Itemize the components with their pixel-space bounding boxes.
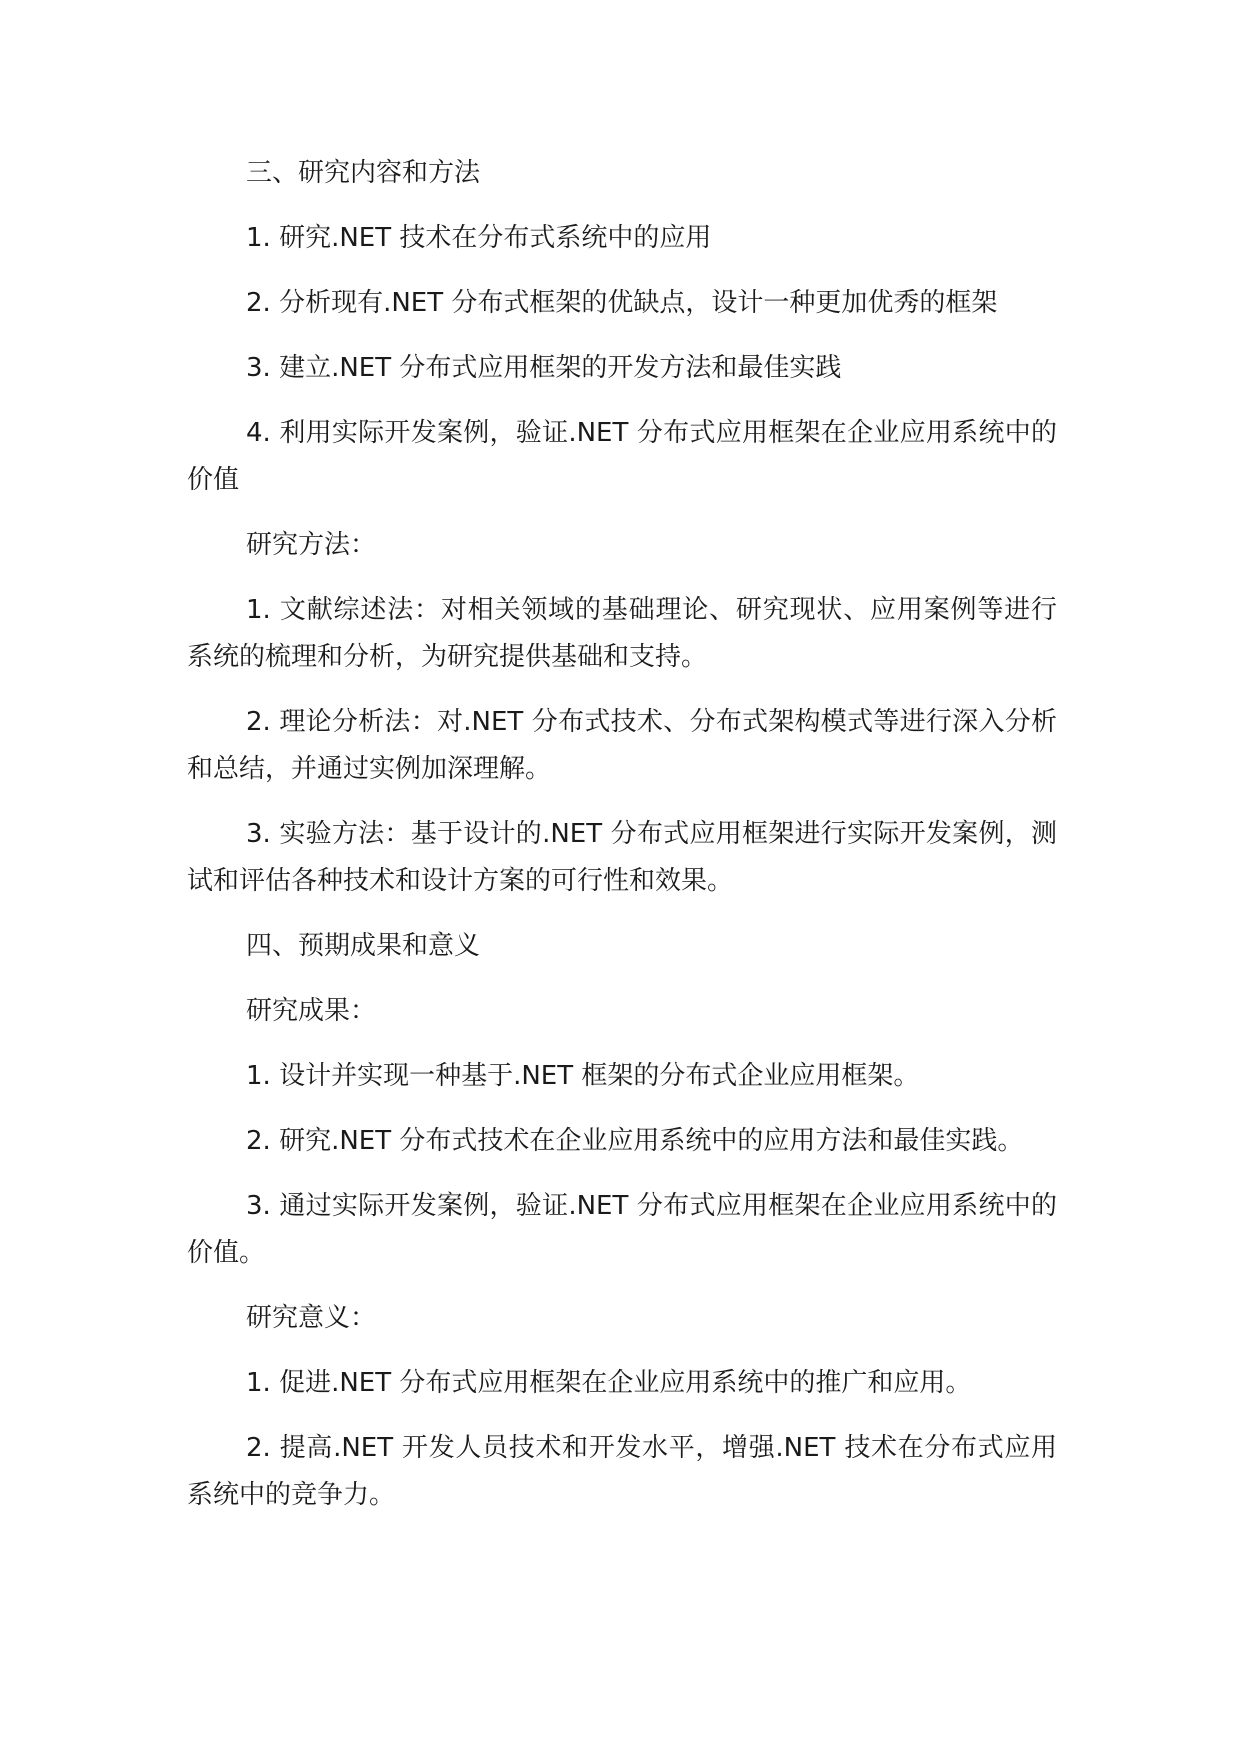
result-item-1: 1. 设计并实现一种基于.NET 框架的分布式企业应用框架。 (246, 1061, 920, 1091)
significance-item-1: 1. 促进.NET 分布式应用框架在企业应用系统中的推广和应用。 (246, 1368, 972, 1398)
content-item-3: 3. 建立.NET 分布式应用框架的开发方法和最佳实践 (246, 353, 842, 383)
significance-item-2: 2. 提高.NET 开发人员技术和开发水平，增强.NET 技术在分布式应用系统中的竞争力。 (187, 1433, 1057, 1510)
subheading-research-results: 研究成果： (246, 996, 377, 1026)
result-item-2: 2. 研究.NET 分布式技术在企业应用系统中的应用方法和最佳实践。 (246, 1126, 1024, 1156)
content-item-4: 4. 利用实际开发案例，验证.NET 分布式应用框架在企业应用系统中的价值 (187, 418, 1057, 495)
content-item-2: 2. 分析现有.NET 分布式框架的优缺点，设计一种更加优秀的框架 (246, 288, 998, 318)
method-item-1: 1. 文献综述法：对相关领域的基础理论、研究现状、应用案例等进行系统的梳理和分析，为研究提供基础和支持。 (187, 595, 1057, 672)
subheading-research-significance: 研究意义： (246, 1303, 377, 1333)
subheading-research-methods: 研究方法： (246, 530, 377, 560)
content-item-1: 1. 研究.NET 技术在分布式系统中的应用 (246, 223, 712, 253)
method-item-2: 2. 理论分析法：对.NET 分布式技术、分布式架构模式等进行深入分析和总结，并通过实例加深理解。 (187, 707, 1057, 784)
method-item-3: 3. 实验方法：基于设计的.NET 分布式应用框架进行实际开发案例，测试和评估各种技术和设计方案的可行性和效果。 (187, 819, 1057, 896)
document-body (187, 150, 1057, 1537)
result-item-3: 3. 通过实际开发案例，验证.NET 分布式应用框架在企业应用系统中的价值。 (187, 1191, 1057, 1268)
section-heading-expected-results: 四、预期成果和意义 (246, 931, 481, 961)
section-heading-research-content: 三、研究内容和方法 (246, 158, 481, 188)
